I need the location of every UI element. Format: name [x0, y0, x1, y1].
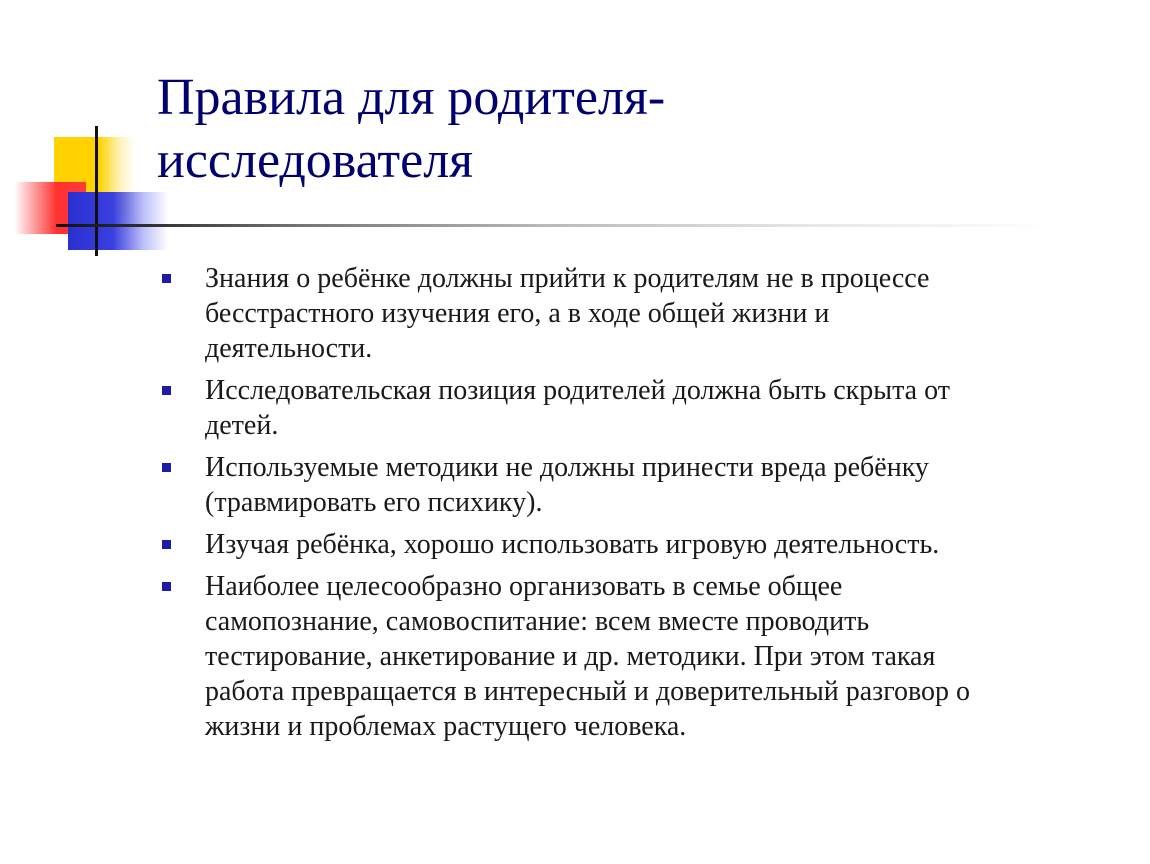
square-bullet-icon [162, 274, 171, 283]
square-bullet-icon [162, 582, 171, 591]
bullet-item [162, 527, 1092, 562]
bullet-line: тестирование, анкетирование и др. методики. При этом такая [205, 641, 936, 672]
bullet-list [162, 261, 1092, 751]
bullet-line: Используемые методики не должны принести вреда ребёнку [205, 452, 929, 483]
decor-blue-square [68, 192, 168, 250]
title-line: исследователя [157, 132, 474, 189]
bullet-item [162, 261, 1092, 366]
title-line: Правила для родителя- [157, 69, 666, 126]
bullet-line: Изучая ребёнка, хорошо использовать игровую деятельность. [205, 529, 940, 560]
slide-title [157, 66, 1057, 192]
bullet-item [162, 450, 1092, 520]
bullet-item [162, 373, 1092, 443]
square-bullet-icon [162, 540, 171, 549]
bullet-line: Наиболее целесообразно организовать в семье общее [205, 571, 843, 602]
bullet-item [162, 569, 1092, 744]
bullet-line: (травмировать его психику). [205, 487, 543, 518]
title-underline [56, 224, 1056, 227]
bullet-line: работа превращается в интересный и доверительный разговор о [205, 676, 971, 707]
bullet-line: бесстрастного изучения его, а в ходе общей жизни и [205, 298, 830, 329]
square-bullet-icon [162, 386, 171, 395]
bullet-line: детей. [205, 410, 279, 441]
bullet-line: Знания о ребёнке должны прийти к родителям не в процессе [205, 263, 930, 294]
bullet-line: жизни и проблемах растущего человека. [205, 711, 687, 742]
bullet-line: самопознание, самовоспитание: всем вместе проводить [205, 606, 870, 637]
bullet-line: Исследовательская позиция родителей должна быть скрыта от [205, 375, 950, 406]
bullet-line: деятельности. [205, 333, 373, 364]
square-bullet-icon [162, 463, 171, 472]
decor-vertical-line [95, 126, 98, 256]
